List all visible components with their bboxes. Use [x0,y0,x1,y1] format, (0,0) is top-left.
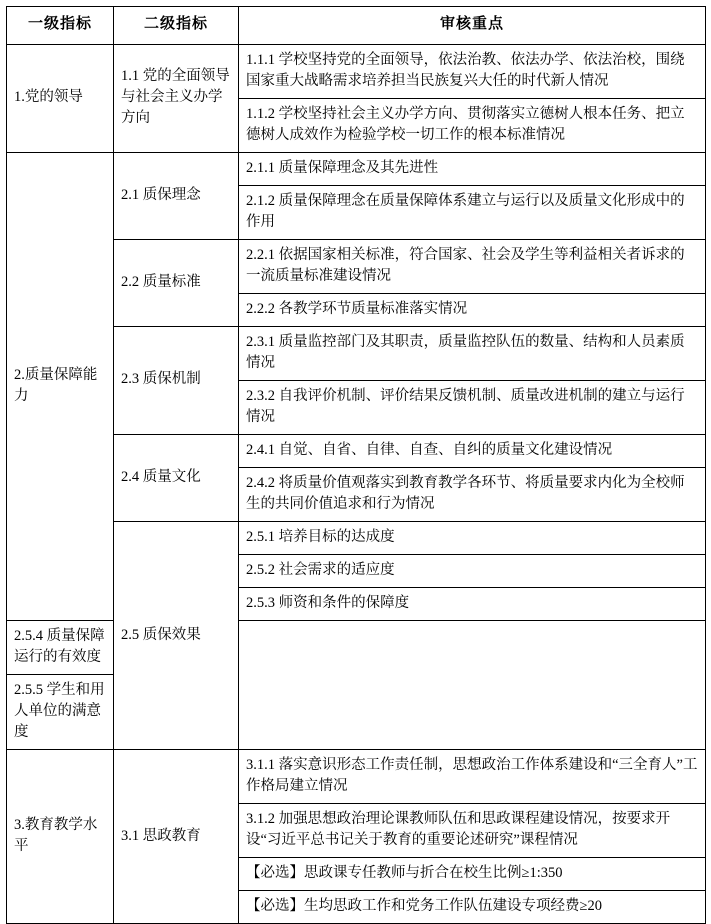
audit-point-cell: 2.4.1 自觉、自省、自律、自查、自纠的质量文化建设情况 [239,434,706,467]
audit-point-cell: 2.4.2 将质量价值观落实到教育教学各环节、将质量要求内化为全校师生的共同价值追求和行为情况 [239,467,706,521]
audit-point-cell: 3.1.1 落实意识形态工作责任制，思想政治工作体系建设和“三全育人”工作格局建立情况 [239,750,706,804]
audit-point-cell: 3.1.2 加强思想政治理论课教师队伍和思政课程建设情况，按要求开设“习近平总书记关于教育的重要论述研究”课程情况 [239,804,706,858]
audit-point-cell: 2.2.2 各教学环节质量标准落实情况 [239,293,706,326]
audit-point-cell: 2.2.1 依据国家相关标准，符合国家、社会及学生等利益相关者诉求的一流质量标准建设情况 [239,239,706,293]
audit-point-cell: 2.5.5 学生和用人单位的满意度 [7,675,114,750]
audit-point-cell: 1.1.1 学校坚持党的全面领导，依法治教、依法办学、依法治校，围绕国家重大战略需求培养担当民族复兴大任的时代新人情况 [239,44,706,98]
table-header [7,7,706,45]
column-header-level1: 一级指标 [7,7,114,45]
level1-cell: 3.教育教学水平 [7,750,114,924]
audit-point-cell: 1.1.2 学校坚持社会主义办学方向、贯彻落实立德树人根本任务、把立德树人成效作为检验学校一切工作的根本标准情况 [239,98,706,152]
audit-point-cell: 【必选】思政课专任教师与折合在校生比例≥1:350 [239,858,706,891]
table-row [7,44,706,98]
table-row [7,621,706,675]
audit-point-cell: 【必选】生均思政工作和党务工作队伍建设专项经费≥20 [239,891,706,924]
level1-cell: 1.党的领导 [7,44,114,152]
level1-cell: 2.质量保障能力 [7,152,114,620]
table-row [7,750,706,804]
audit-point-cell: 2.5.1 培养目标的达成度 [239,522,706,555]
audit-point-cell: 2.5.4 质量保障运行的有效度 [7,621,114,675]
audit-point-cell: 2.5.2 社会需求的适应度 [239,555,706,588]
table-header-row [7,7,706,45]
level2-cell: 1.1 党的全面领导与社会主义办学方向 [114,44,239,152]
audit-indicator-table [6,6,706,924]
table-row [7,152,706,185]
level2-cell: 2.1 质保理念 [114,152,239,239]
audit-point-cell: 2.5.3 师资和条件的保障度 [239,588,706,621]
table-body [7,44,706,923]
level2-cell: 2.4 质量文化 [114,434,239,521]
column-header-level2: 二级指标 [114,7,239,45]
level2-cell: 2.2 质量标准 [114,239,239,326]
level2-cell: 2.3 质保机制 [114,326,239,434]
level2-cell: 2.5 质保效果 [114,522,239,750]
audit-point-cell: 2.3.1 质量监控部门及其职责，质量监控队伍的数量、结构和人员素质情况 [239,326,706,380]
audit-point-cell: 2.1.2 质量保障理念在质量保障体系建立与运行以及质量文化形成中的作用 [239,185,706,239]
audit-point-cell: 2.1.1 质量保障理念及其先进性 [239,152,706,185]
level2-cell: 3.1 思政教育 [114,750,239,924]
column-header-point: 审核重点 [239,7,706,45]
table-row [7,675,706,750]
audit-point-cell: 2.3.2 自我评价机制、评价结果反馈机制、质量改进机制的建立与运行情况 [239,380,706,434]
